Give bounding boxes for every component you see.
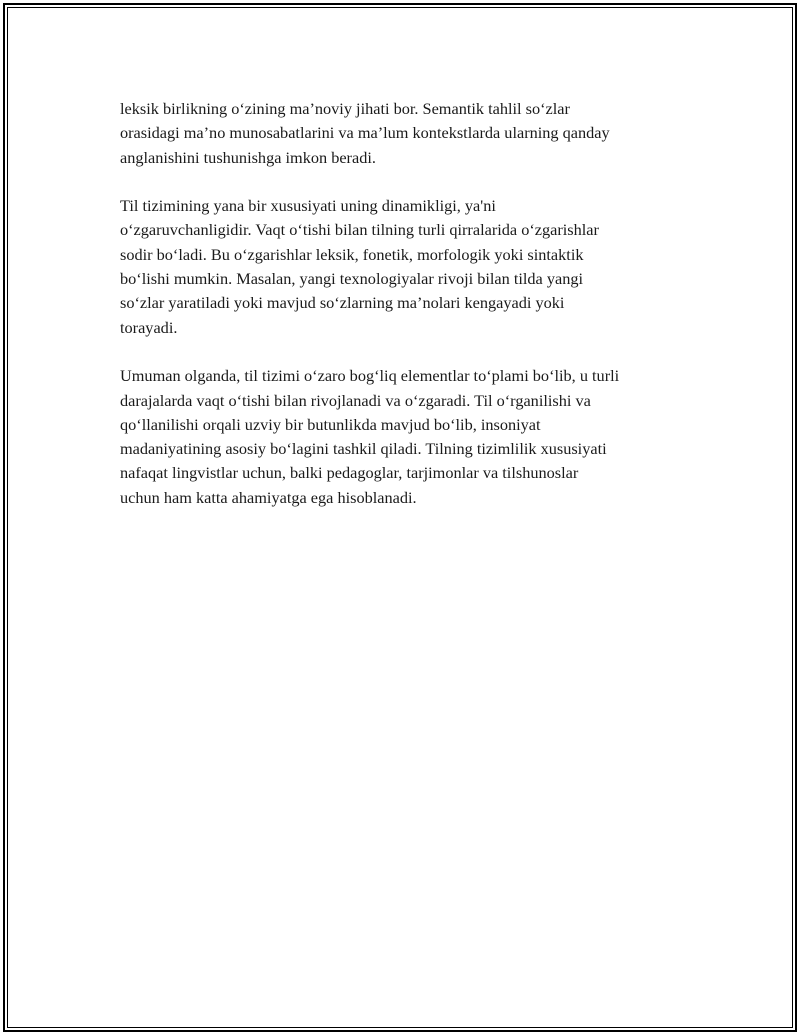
text-line: nafaqat lingvistlar uchun, balki pedagoglar, tarjimonlar va tilshunoslar (120, 463, 579, 483)
paragraph-conclusion (120, 364, 695, 510)
text-line: sodir bo‘ladi. Bu o‘zgarishlar leksik, fonetik, morfologik yoki sintaktik (120, 244, 584, 264)
page-border (3, 3, 797, 1032)
text-line: bo‘lishi mumkin. Masalan, yangi texnologiyalar rivoji bilan tilda yangi (120, 269, 584, 289)
text-line: madaniyatining asosiy bo‘lagini tashkil qiladi. Tilning tizimlilik xususiyati (120, 439, 607, 459)
text-line: orasidagi ma’no munosabatlarini va ma’lum kontekstlarda ularning qanday (120, 123, 610, 143)
text-line: qo‘llanilishi orqali uzviy bir butunlikda mavjud bo‘lib, insoniyat (120, 414, 541, 434)
text-line: leksik birlikning o‘zining ma’noviy jihati bor. Semantik tahlil so‘zlar (120, 99, 570, 118)
text-line: darajalarda vaqt o‘tishi bilan rivojlanadi va o‘zgaradi. Til o‘rganilishi va (120, 390, 591, 410)
text-line: uchun ham katta ahamiyatga ega hisoblanadi. (120, 487, 417, 507)
document-body (120, 97, 695, 534)
text-line: Umuman olganda, til tizimi o‘zaro bog‘liq elementlar to‘plami bo‘lib, u turli (120, 366, 620, 386)
text-line: torayadi. (120, 317, 178, 337)
text-line: so‘zlar yaratiladi yoki mavjud so‘zlarning ma’nolari kengayadi yoki (120, 293, 565, 313)
text-line: anglanishini tushunishga imkon beradi. (120, 147, 376, 167)
text-line: o‘zgaruvchanligidir. Vaqt o‘tishi bilan tilning turli qirralarida o‘zgarishlar (120, 220, 599, 240)
text-line: Til tizimining yana bir xususiyati uning dinamikligi, ya'ni (120, 196, 496, 216)
paragraph-semantics (120, 97, 695, 170)
paragraph-dynamics (120, 194, 695, 340)
